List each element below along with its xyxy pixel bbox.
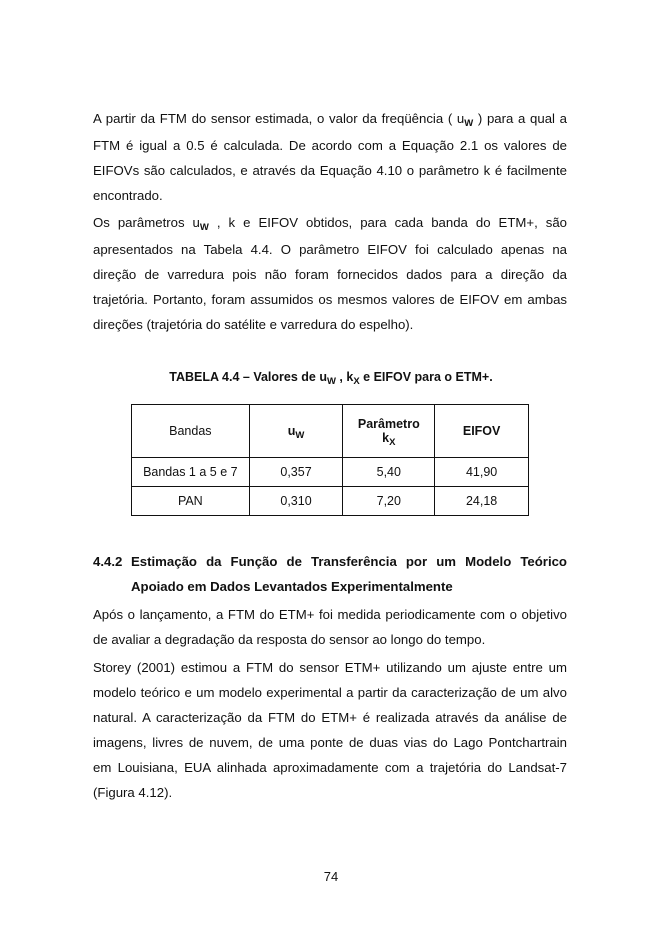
table-row	[132, 458, 529, 487]
header-parametro-k: Parâmetro $k_X$	[343, 405, 435, 458]
data-table	[131, 404, 529, 516]
paragraph-1-line-1: A partir da FTM do sensor estimada, o valor da freqüência ( $u_W$ ) para a qual a	[93, 111, 567, 129]
paragraph-2	[93, 210, 567, 337]
table-caption: TABELA 4.4 – Valores de $u_W$ , $k_X$ e EIFOV para o ETM+.	[169, 370, 493, 387]
paragraph-2-line-5: direções (trajetória do satélite e varredura do espelho).	[93, 317, 414, 332]
paragraph-4-line-5: em Louisiana, EUA alinhada aproximadamente com a trajetória do Landsat-7	[93, 760, 567, 775]
paragraph-3-line-2: de avaliar a degradação da resposta do sensor ao longo do tempo.	[93, 632, 486, 647]
header-bandas: Bandas	[132, 405, 250, 458]
paragraph-1	[93, 106, 567, 208]
paragraph-4-line-4: imagens, livres de nuvem, de uma ponte de duas vias do Lago Pontchartrain	[93, 735, 567, 750]
paragraph-3	[93, 602, 567, 652]
section-number: 4.4.2	[93, 554, 123, 569]
cell-eifov: 24,18	[435, 487, 529, 516]
cell-banda: Bandas 1 a 5 e 7	[132, 458, 250, 487]
paragraph-1-line-4: encontrado.	[93, 188, 163, 203]
paragraph-3-line-1: Após o lançamento, a FTM do ETM+ foi medida periodicamente com o objetivo	[93, 607, 567, 622]
paragraph-4-line-3: natural. A caracterização da FTM do ETM+ é realizada através da análise de	[93, 710, 567, 725]
table-row	[132, 487, 529, 516]
paragraph-2-line-1: Os parâmetros $u_W$ , k e EIFOV obtidos, para cada banda do ETM+, são	[93, 215, 567, 233]
paragraph-1-line-3: EIFOVs são calculados, e através da Equação 4.10 o parâmetro k é facilmente	[93, 163, 567, 178]
subscript-w: W	[199, 222, 209, 233]
page-number: 74	[323, 869, 339, 884]
header-eifov: EIFOV	[435, 405, 529, 458]
paragraph-2-line-2: apresentados na Tabela 4.4. O parâmetro EIFOV foi calculado apenas na	[93, 242, 567, 257]
paragraph-2-line-4: trajetória. Portanto, foram assumidos os mesmos valores de EIFOV em ambas	[93, 292, 567, 307]
cell-uw: 0,310	[249, 487, 343, 516]
table-header-row	[132, 405, 529, 458]
paragraph-1-line-2: FTM é igual a 0.5 é calculada. De acordo com a Equação 2.1 os valores de	[93, 138, 567, 153]
section-title-line-1: Estimação da Função de Transferência por um Modelo Teórico	[131, 554, 567, 569]
section-title-line-2: Apoiado em Dados Levantados Experimentalmente	[131, 579, 453, 594]
paragraph-2-line-3: direção de varredura pois não foram fornecidos dados para a direção da	[93, 267, 567, 282]
cell-k: 7,20	[343, 487, 435, 516]
cell-uw: 0,357	[249, 458, 343, 487]
section-heading	[93, 549, 567, 599]
paragraph-4-line-2: modelo teórico e um modelo experimental a partir da caracterização de um alvo	[93, 685, 567, 700]
header-uw: $u_W$	[249, 405, 343, 458]
paragraph-4	[93, 655, 567, 805]
paragraph-4-line-6: (Figura 4.12).	[93, 785, 173, 800]
cell-banda: PAN	[132, 487, 250, 516]
subscript-w: W	[464, 118, 474, 129]
cell-k: 5,40	[343, 458, 435, 487]
paragraph-4-line-1: Storey (2001) estimou a FTM do sensor ETM+ utilizando um ajuste entre um	[93, 660, 567, 675]
cell-eifov: 41,90	[435, 458, 529, 487]
